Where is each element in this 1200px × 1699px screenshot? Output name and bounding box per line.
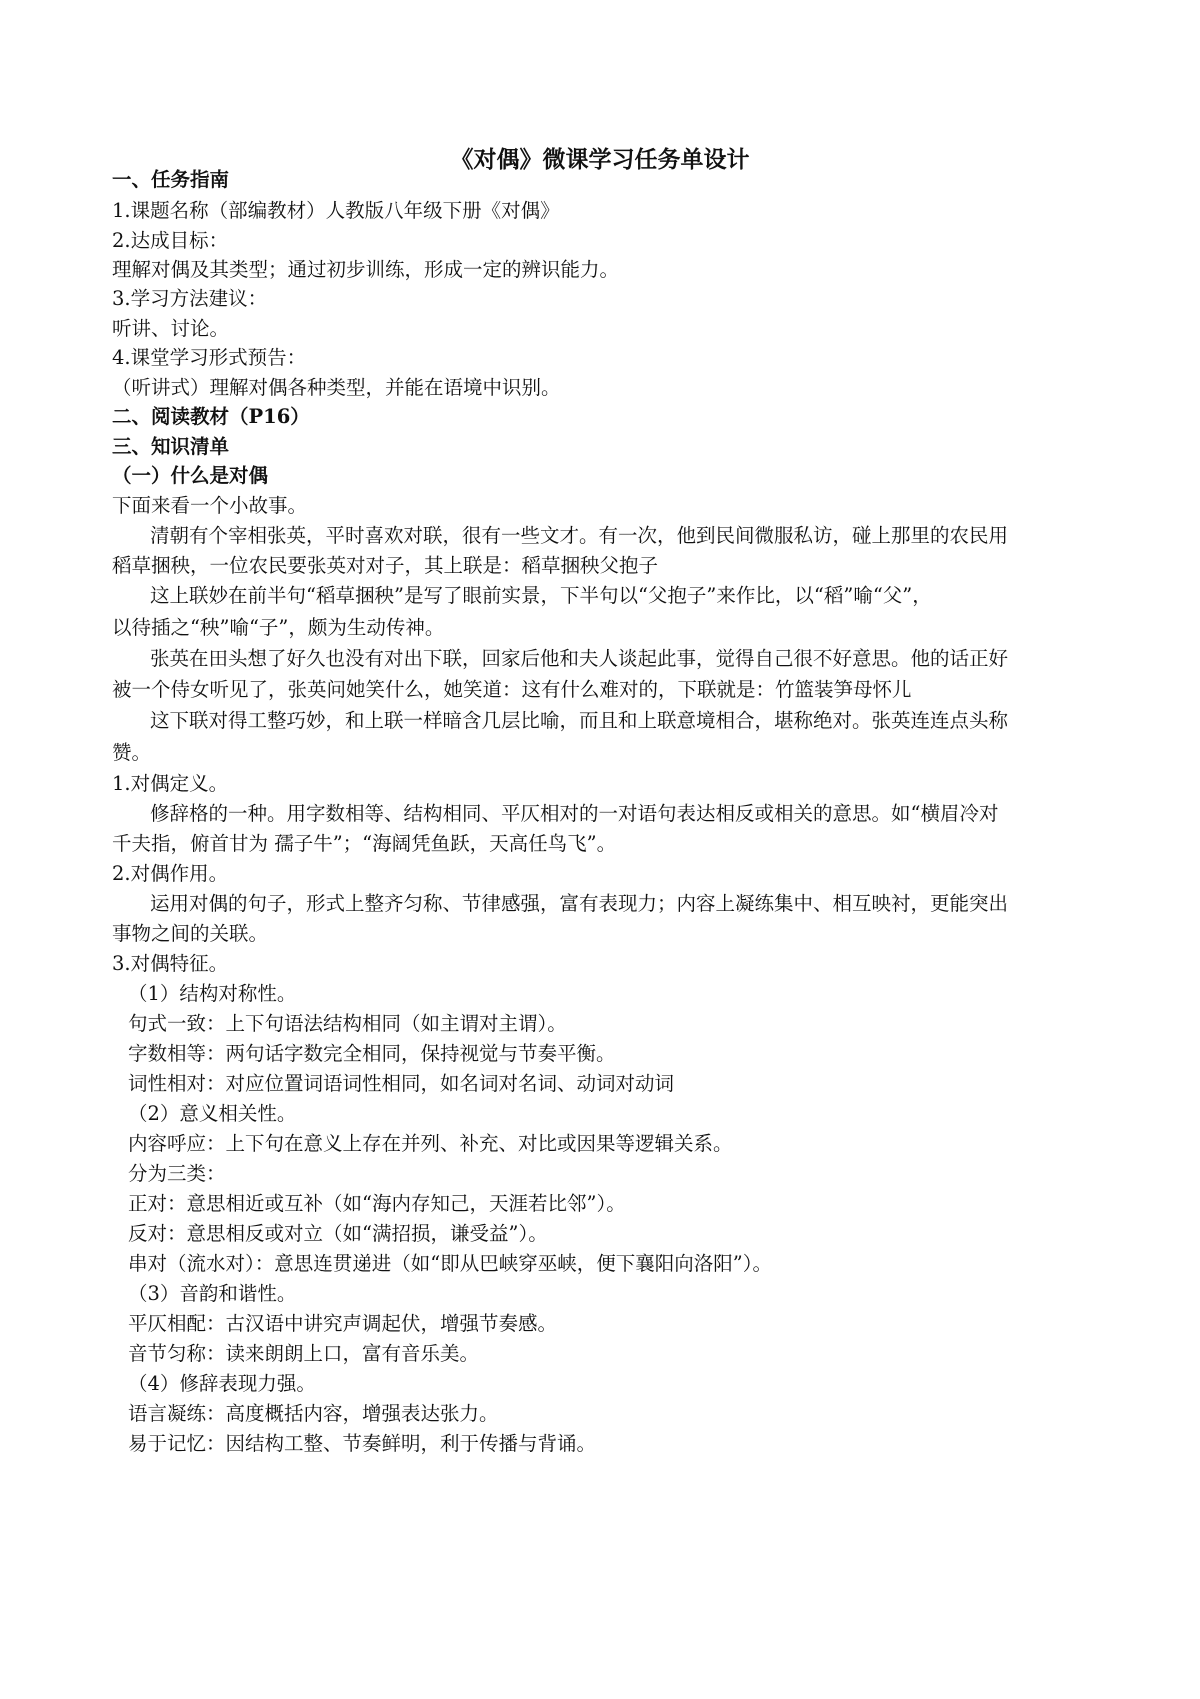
story-line: 稻草捆秧，一位农民要张英对对子，其上联是：稻草捆秧父抱子 <box>112 554 659 577</box>
text-line: 运用对偶的句子，形式上整齐匀称、节律感强，富有表现力；内容上凝练集中、相互映衬，更能突出 <box>150 892 1009 915</box>
heading-task-guide: 一、任务指南 <box>112 168 230 191</box>
text-line: 理解对偶及其类型；通过初步训练，形成一定的辨识能力。 <box>112 258 620 281</box>
text-line: 1.对偶定义。 <box>112 772 229 795</box>
text-line: 修辞格的一种。用字数相等、结构相同、平仄相对的一对语句表达相反或相关的意思。如“横眉冷对 <box>150 802 999 825</box>
text-line: （3）音韵和谐性。 <box>128 1282 297 1305</box>
text-line: 正对：意思相近或互补（如“海内存知己，天涯若比邻”）。 <box>128 1192 626 1215</box>
text-line: （听讲式）理解对偶各种类型，并能在语境中识别。 <box>112 376 561 399</box>
text-line: 分为三类： <box>128 1162 226 1185</box>
text-line: 词性相对：对应位置词语词性相同，如名词对名词、动词对动词 <box>128 1072 675 1095</box>
story-line: 以待插之“秧”喻“子”，颇为生动传神。 <box>112 616 445 639</box>
text-line: 3.对偶特征。 <box>112 952 229 975</box>
text-line: 句式一致：上下句语法结构相同（如主谓对主谓）。 <box>128 1012 567 1035</box>
heading-knowledge-list: 三、知识清单 <box>112 435 230 458</box>
text-line: （1）结构对称性。 <box>128 982 297 1005</box>
text-line: 下面来看一个小故事。 <box>112 494 308 517</box>
text-line: 2.达成目标： <box>112 229 229 252</box>
text-line: 串对（流水对）：意思连贯递进（如“即从巴峡穿巫峡，便下襄阳向洛阳”）。 <box>128 1252 772 1275</box>
story-line: 被一个侍女听见了，张英问她笑什么，她笑道：这有什么难对的，下联就是：竹篮装笋母怀儿 <box>112 678 912 701</box>
text-line: 3.学习方法建议： <box>112 287 268 310</box>
text-line: 2.对偶作用。 <box>112 862 229 885</box>
text-line: 字数相等：两句话字数完全相同，保持视觉与节奏平衡。 <box>128 1042 616 1065</box>
text-line: 听讲、讨论。 <box>112 317 230 340</box>
text-line: 4.课堂学习形式预告： <box>112 346 307 369</box>
story-line: 清朝有个宰相张英，平时喜欢对联，很有一些文才。有一次，他到民间微服私访，碰上那里的农民用 <box>150 524 1009 547</box>
text-line: 1.课题名称（部编教材）人教版八年级下册《对偶》 <box>112 199 560 222</box>
heading-what-is-duiou: （一）什么是对偶 <box>112 464 269 487</box>
story-line: 张英在田头想了好久也没有对出下联，回家后他和夫人谈起此事，觉得自己很不好意思。他的话正好 <box>150 647 1009 670</box>
text-line: 反对：意思相反或对立（如“满招损，谦受益”）。 <box>128 1222 548 1245</box>
story-line: 这下联对得工整巧妙，和上联一样暗含几层比喻，而且和上联意境相合，堪称绝对。张英连连点头称 <box>150 709 1009 732</box>
text-line: 语言凝练：高度概括内容，增强表达张力。 <box>128 1402 499 1425</box>
heading-read-textbook: 二、阅读教材（P16） <box>112 405 310 428</box>
text-line: 易于记忆：因结构工整、节奏鲜明，利于传播与背诵。 <box>128 1432 597 1455</box>
text-line: 内容呼应：上下句在意义上存在并列、补充、对比或因果等逻辑关系。 <box>128 1132 733 1155</box>
text-line: 事物之间的关联。 <box>112 922 269 945</box>
text-line: （2）意义相关性。 <box>128 1102 297 1125</box>
story-line: 赞。 <box>112 741 152 764</box>
text-line: 平仄相配：古汉语中讲究声调起伏，增强节奏感。 <box>128 1312 558 1335</box>
text-line: 音节匀称：读来朗朗上口，富有音乐美。 <box>128 1342 480 1365</box>
story-line: 这上联妙在前半句“稻草捆秧”是写了眼前实景，下半句以“父抱子”来作比，以“稻”喻“父”， <box>150 584 932 607</box>
text-line: （4）修辞表现力强。 <box>128 1372 316 1395</box>
page-title: 《对偶》微课学习任务单设计 <box>450 146 750 173</box>
text-line: 千夫指，俯首甘为 孺子牛”；“海阔凭鱼跃，天高任鸟飞”。 <box>112 832 617 855</box>
